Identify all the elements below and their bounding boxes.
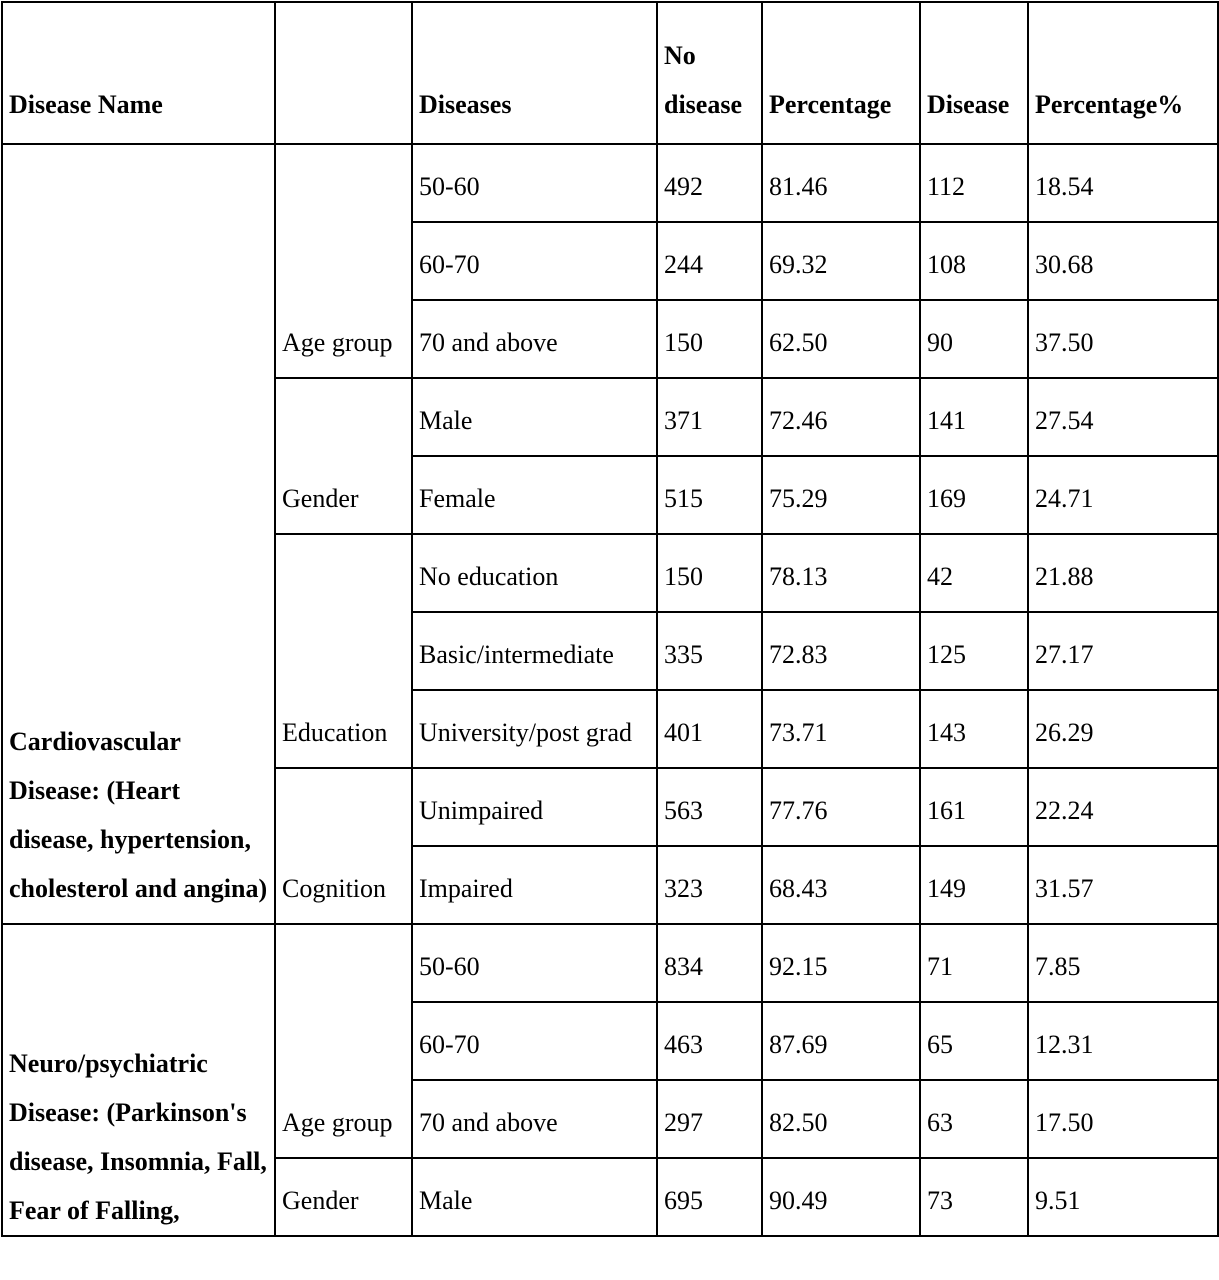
disease-count-cell: 143 [920,690,1028,768]
disease-name-cell: Cardiovascular Disease: (Heart disease, hypertension, cholesterol and angina) [2,144,275,924]
no-disease-percentage-cell: 69.32 [762,222,920,300]
group-label-cell: Gender [275,378,412,534]
no-disease-percentage-cell: 72.46 [762,378,920,456]
category-cell: 50-60 [412,924,657,1002]
no-disease-count-cell: 834 [657,924,762,1002]
header-group [275,2,412,144]
disease-count-cell: 71 [920,924,1028,1002]
category-cell: 70 and above [412,1080,657,1158]
group-label-cell: Age group [275,924,412,1158]
group-label-cell: Age group [275,144,412,378]
disease-count-cell: 149 [920,846,1028,924]
header-row [2,2,1218,144]
disease-percentage-cell: 24.71 [1028,456,1218,534]
disease-count-cell: 65 [920,1002,1028,1080]
disease-percentage-cell: 9.51 [1028,1158,1218,1236]
no-disease-percentage-cell: 73.71 [762,690,920,768]
no-disease-percentage-cell: 90.49 [762,1158,920,1236]
no-disease-percentage-cell: 92.15 [762,924,920,1002]
group-label-cell: Gender [275,1158,412,1236]
header-percentage: Percentage [762,2,920,144]
category-cell: No education [412,534,657,612]
disease-count-cell: 42 [920,534,1028,612]
no-disease-count-cell: 244 [657,222,762,300]
disease-percentage-cell: 22.24 [1028,768,1218,846]
disease-count-cell: 90 [920,300,1028,378]
disease-count-cell: 108 [920,222,1028,300]
no-disease-percentage-cell: 72.83 [762,612,920,690]
no-disease-percentage-cell: 81.46 [762,144,920,222]
category-cell: 70 and above [412,300,657,378]
disease-percentage-cell: 17.50 [1028,1080,1218,1158]
table-row [2,924,1218,1002]
header-percentage-pct: Percentage% [1028,2,1218,144]
no-disease-percentage-cell: 87.69 [762,1002,920,1080]
no-disease-count-cell: 150 [657,300,762,378]
no-disease-count-cell: 297 [657,1080,762,1158]
header-no-disease: No disease [657,2,762,144]
disease-count-cell: 169 [920,456,1028,534]
disease-table [1,1,1219,1237]
category-cell: 50-60 [412,144,657,222]
no-disease-percentage-cell: 78.13 [762,534,920,612]
disease-percentage-cell: 7.85 [1028,924,1218,1002]
disease-percentage-cell: 31.57 [1028,846,1218,924]
category-cell: Male [412,378,657,456]
no-disease-count-cell: 150 [657,534,762,612]
category-cell: Female [412,456,657,534]
disease-percentage-cell: 37.50 [1028,300,1218,378]
category-cell: Unimpaired [412,768,657,846]
no-disease-count-cell: 323 [657,846,762,924]
header-disease: Disease [920,2,1028,144]
category-cell: Male [412,1158,657,1236]
category-cell: 60-70 [412,222,657,300]
no-disease-percentage-cell: 77.76 [762,768,920,846]
no-disease-percentage-cell: 75.29 [762,456,920,534]
disease-count-cell: 161 [920,768,1028,846]
disease-percentage-cell: 12.31 [1028,1002,1218,1080]
no-disease-count-cell: 371 [657,378,762,456]
disease-percentage-cell: 21.88 [1028,534,1218,612]
disease-count-cell: 112 [920,144,1028,222]
disease-count-cell: 141 [920,378,1028,456]
disease-percentage-cell: 18.54 [1028,144,1218,222]
disease-percentage-cell: 27.54 [1028,378,1218,456]
disease-count-cell: 63 [920,1080,1028,1158]
disease-name-cell: Neuro/psychiatric Disease: (Parkinson's disease, Insomnia, Fall, Fear of Falling, [2,924,275,1236]
header-disease-name: Disease Name [2,2,275,144]
disease-percentage-cell: 27.17 [1028,612,1218,690]
no-disease-count-cell: 401 [657,690,762,768]
disease-count-cell: 125 [920,612,1028,690]
disease-percentage-cell: 30.68 [1028,222,1218,300]
no-disease-count-cell: 515 [657,456,762,534]
no-disease-count-cell: 335 [657,612,762,690]
no-disease-count-cell: 463 [657,1002,762,1080]
category-cell: 60-70 [412,1002,657,1080]
no-disease-percentage-cell: 62.50 [762,300,920,378]
disease-count-cell: 73 [920,1158,1028,1236]
category-cell: University/post grad [412,690,657,768]
category-cell: Impaired [412,846,657,924]
no-disease-count-cell: 492 [657,144,762,222]
category-cell: Basic/intermediate [412,612,657,690]
no-disease-percentage-cell: 82.50 [762,1080,920,1158]
group-label-cell: Education [275,534,412,768]
no-disease-percentage-cell: 68.43 [762,846,920,924]
group-label-cell: Cognition [275,768,412,924]
table-row [2,144,1218,222]
disease-percentage-cell: 26.29 [1028,690,1218,768]
header-diseases: Diseases [412,2,657,144]
no-disease-count-cell: 695 [657,1158,762,1236]
no-disease-count-cell: 563 [657,768,762,846]
